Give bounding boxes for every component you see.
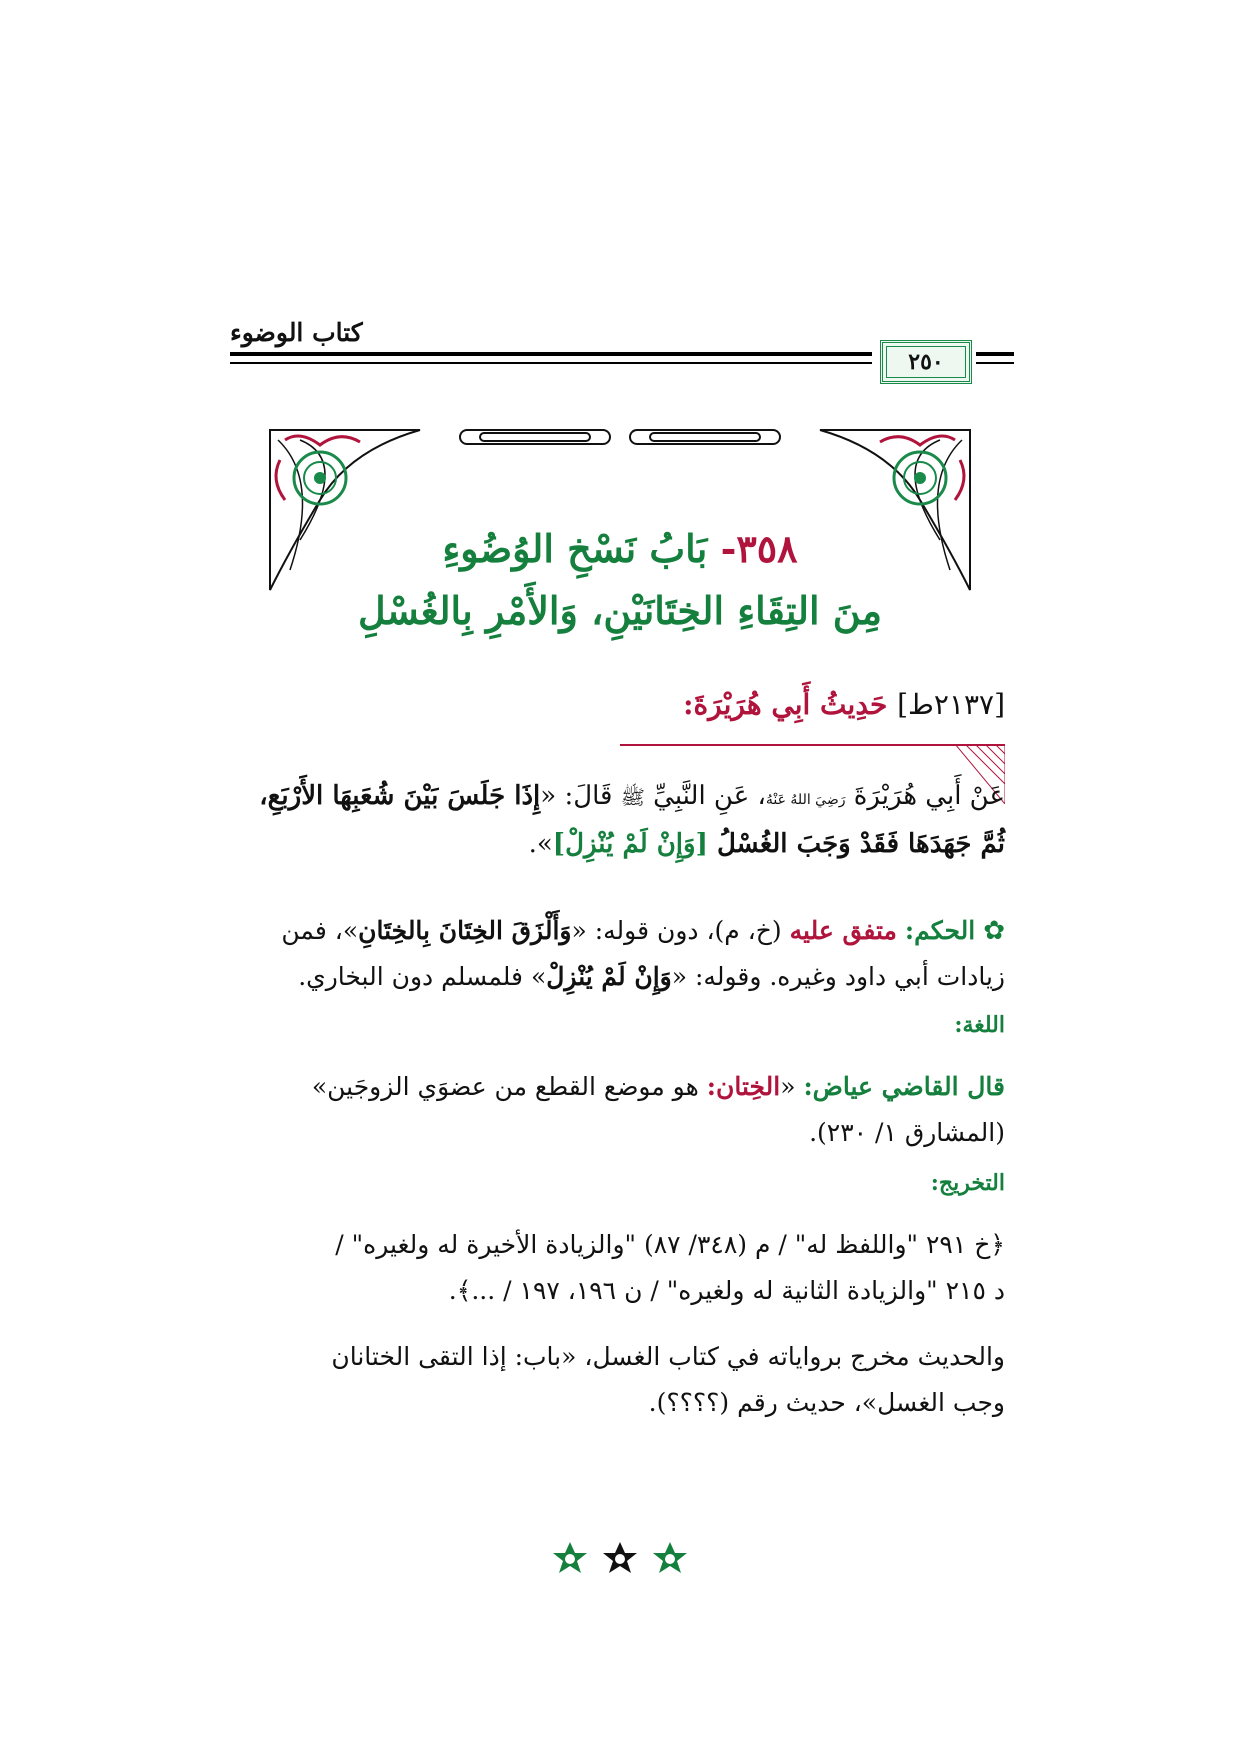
hadith-matn: ثُمَّ جَهَدَهَا فَقَدْ وَجَبَ الغُسْلُ	[707, 829, 1005, 859]
note-line-2: وجب الغسل»، حديث رقم (؟؟؟؟).	[648, 1388, 1005, 1417]
language-term: الخِتان:	[706, 1072, 781, 1101]
hadith-heading-rule	[620, 744, 1005, 746]
language-label: اللغة:	[954, 1012, 1005, 1038]
page-number	[880, 340, 972, 384]
honorific: رَضِيَ اللهُ عَنْهُ	[765, 792, 846, 808]
hadith-text: ».	[528, 829, 553, 859]
footer-flower-icon	[553, 1542, 587, 1573]
ruling-quote: وَإِنْ لَمْ يُنْزِلْ	[546, 962, 672, 991]
takhrij-line-2: د ٢١٥ "والزيادة الثانية له ولغيره" / ن ١٩٦، ١٩٧ / ...﴾.	[448, 1276, 1005, 1305]
header-rule-top	[230, 352, 872, 356]
takhrij-line-1: ﴿خ ٢٩١ "واللفظ له" / م (٣٤٨/ ٨٧) "والزيادة الأخيرة له ولغيره" /	[335, 1230, 1005, 1259]
header-rule-right-bottom	[976, 362, 1014, 364]
hadith-line-1	[245, 772, 1005, 824]
ruling-line-1	[235, 908, 1005, 954]
ruling-quote: وَأَلْزَقَ الخِتَانَ بِالخِتَانِ	[358, 916, 572, 945]
footer-flower-icon	[603, 1542, 637, 1573]
book-title: كتاب الوضوء	[230, 318, 363, 347]
takhrij-label: التخريج:	[930, 1170, 1005, 1196]
ruling-line-2	[235, 954, 1005, 1000]
ruling-label: الحكم:	[904, 916, 976, 945]
hadith-heading	[560, 688, 1005, 721]
header-rule-bottom	[230, 362, 872, 364]
chapter-ornament-frame	[260, 420, 980, 600]
hadith-matn: إِذَا جَلَسَ بَيْنَ شُعَبِهَا الأَرْبَعِ،	[259, 781, 541, 811]
salutation: ﷺ	[620, 785, 645, 809]
hadith-addition: [وَإِنْ لَمْ يُنْزِلْ]	[552, 829, 708, 859]
ruling-status: متفق عليه	[789, 916, 897, 945]
chapter-title-line2: مِنَ التِقَاءِ الخِتَانَيْنِ، وَالأَمْرِ بِالغُسْلِ	[357, 588, 883, 633]
ruling-text: »، فمن	[281, 916, 359, 945]
ruling-text: (خ، م)، دون قوله: «	[571, 916, 790, 945]
footer-flower-icon	[653, 1542, 687, 1573]
hadith-text: قَالَ: «	[540, 781, 621, 811]
ruling-text: » فلمسلم دون البخاري.	[298, 962, 547, 991]
footer-ornaments	[550, 1540, 690, 1580]
ruling-text: زيادات أبي داود وغيره. وقوله: «	[671, 962, 1005, 991]
hadith-heading-text: حَدِيثُ أَبِي هُرَيْرَةَ:	[683, 688, 888, 721]
chapter-title-line1: بَابُ نَسْخِ الوُضُوءِ	[442, 526, 708, 571]
hadith-text: ، عَنِ النَّبِيِّ	[644, 781, 766, 811]
header-rule-right-top	[976, 352, 1014, 356]
language-line-1	[235, 1064, 1005, 1110]
language-author: قال القاضي عياض:	[803, 1072, 1005, 1101]
language-text: «	[780, 1072, 804, 1101]
flower-icon: ✿	[983, 916, 1005, 946]
hadith-reference: [٢١٣٧ط]	[897, 688, 1005, 721]
chapter-title: ٣٥٨- بَابُ نَسْخِ الوُضُوءِ	[442, 526, 798, 571]
page-number-text: ٢٥٠	[908, 349, 944, 375]
language-line-2: (المشارق ١/ ٢٣٠).	[809, 1118, 1005, 1147]
hadith-line-2	[245, 820, 1005, 868]
hadith-text: عَنْ أَبِي هُرَيْرَةَ	[845, 781, 1005, 811]
chapter-number: ٣٥٨	[736, 526, 798, 571]
note-line-1: والحديث مخرج برواياته في كتاب الغسل، «باب: إذا التقى الختانان	[331, 1342, 1005, 1371]
language-text: هو موضع القطع من عضوَي الزوجَين»	[311, 1072, 707, 1101]
